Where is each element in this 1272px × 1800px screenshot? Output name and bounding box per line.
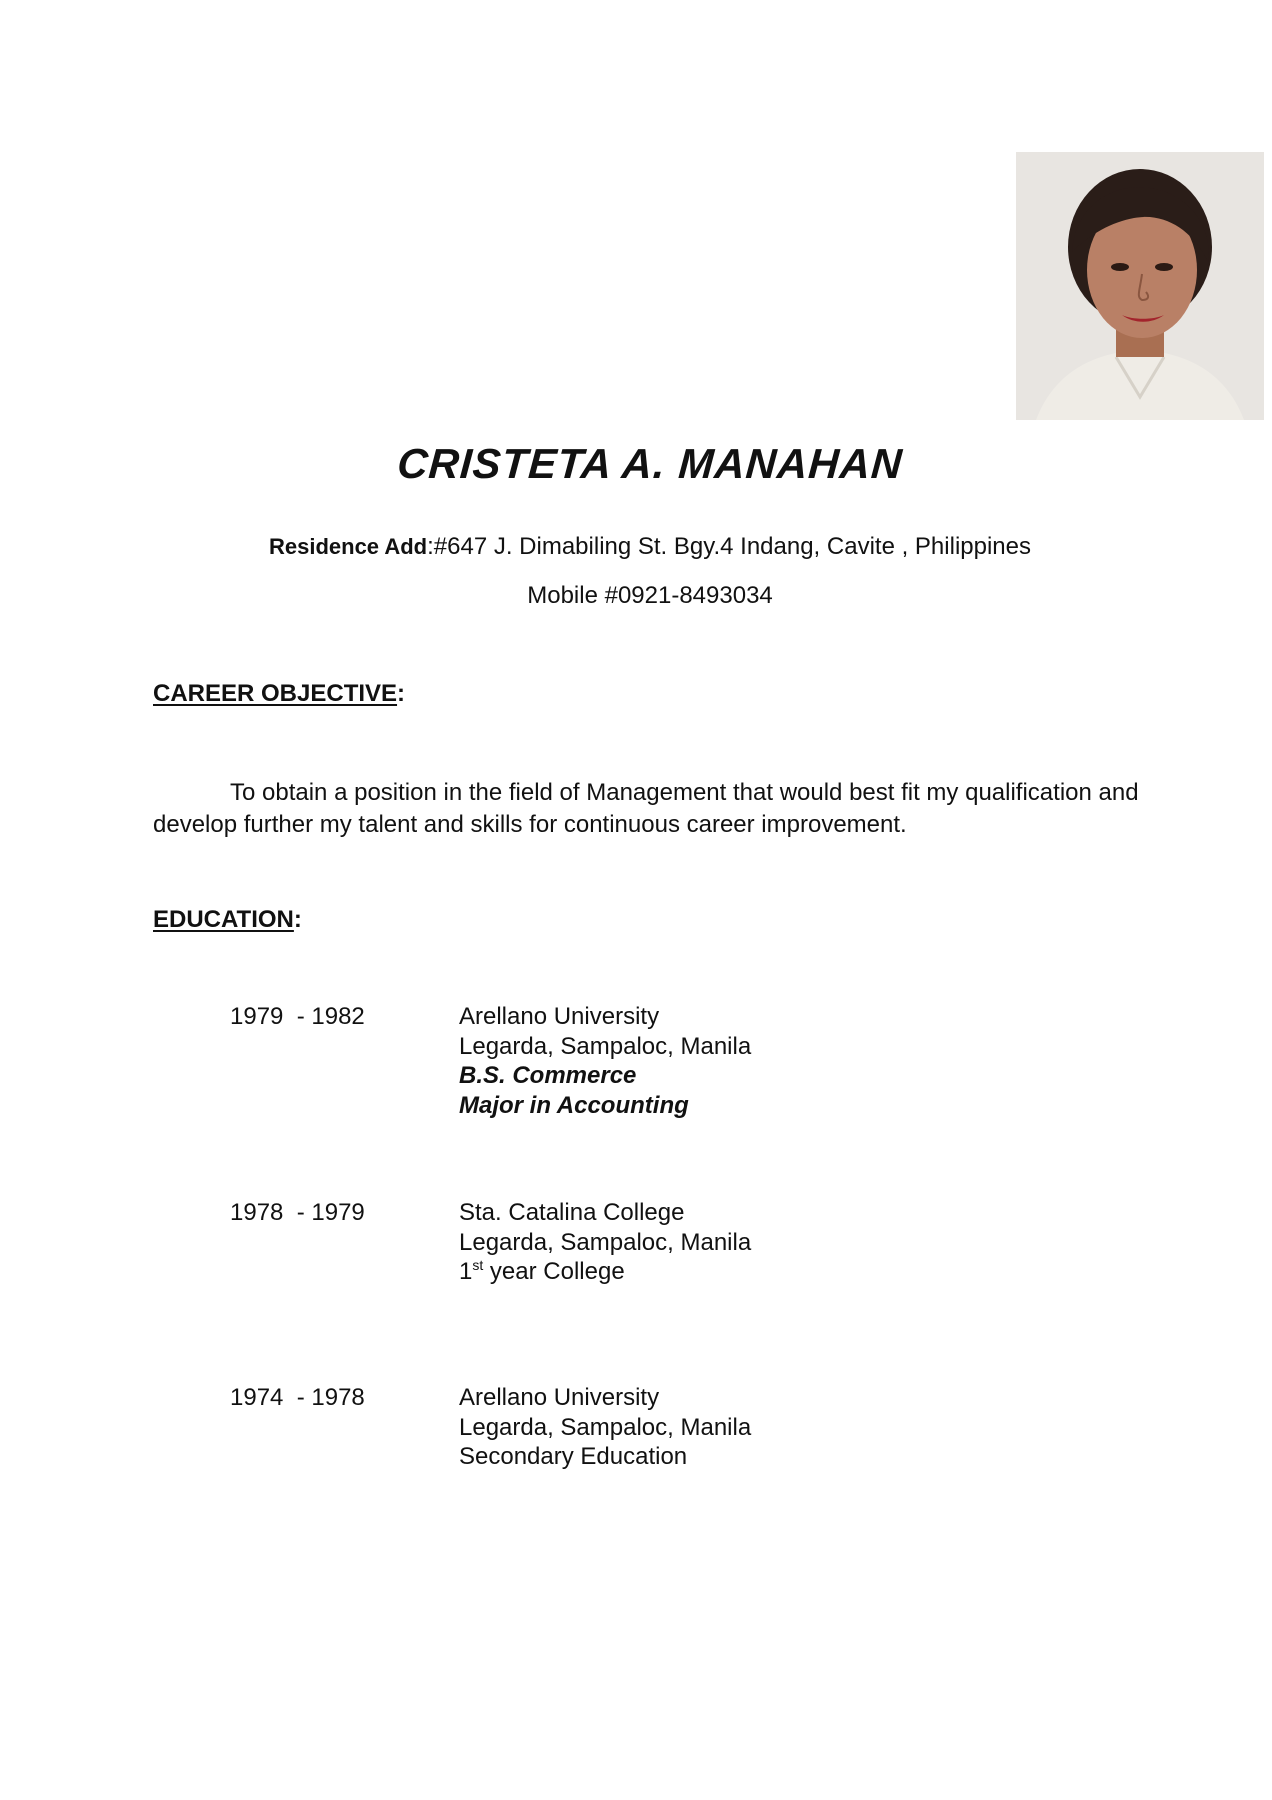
education-school: Arellano University (459, 1384, 660, 1411)
career-objective-colon: : (397, 680, 406, 707)
education-school: Arellano University (459, 1003, 660, 1030)
education-location: Legarda, Sampaloc, Manila (459, 1228, 752, 1256)
education-years: 1978 - 1979 (230, 1199, 365, 1226)
education-school: Sta. Catalina College (459, 1199, 685, 1226)
education-years: 1979 - 1982 (230, 1003, 365, 1030)
candidate-name: CRISTETA A. MANAHAN (395, 440, 905, 487)
education-colon: : (293, 906, 302, 933)
education-level-number: 1 (459, 1258, 473, 1285)
education-level (459, 1257, 959, 1287)
residence-address (0, 533, 1272, 561)
education-title: EDUCATION (153, 906, 294, 933)
education-location: Legarda, Sampaloc, Manila (459, 1032, 752, 1060)
career-objective-text (153, 777, 1163, 841)
education-major: Major in Accounting (459, 1091, 689, 1119)
career-objective-paragraph: To obtain a position in the field of Management that would best fit my qualification and develop further my talent and skills for continuous career improvement. (153, 779, 1139, 838)
education-level-rest: year College (483, 1258, 625, 1285)
education-level-suffix: st (472, 1257, 484, 1273)
career-objective-title: CAREER OBJECTIVE (153, 680, 398, 707)
career-objective-heading (153, 680, 405, 708)
address-value: :#647 J. Dimabiling St. Bgy.4 Indang, Cavite , Philippines (427, 533, 1031, 560)
education-level: Secondary Education (459, 1443, 688, 1470)
mobile-number: Mobile #0921-8493034 (527, 582, 773, 609)
education-degree: B.S. Commerce (459, 1062, 637, 1089)
education-years: 1974 - 1978 (230, 1384, 365, 1411)
education-heading (153, 906, 302, 934)
profile-photo (1016, 152, 1264, 420)
education-location: Legarda, Sampaloc, Manila (459, 1413, 752, 1441)
address-label: Residence Add (268, 534, 428, 559)
